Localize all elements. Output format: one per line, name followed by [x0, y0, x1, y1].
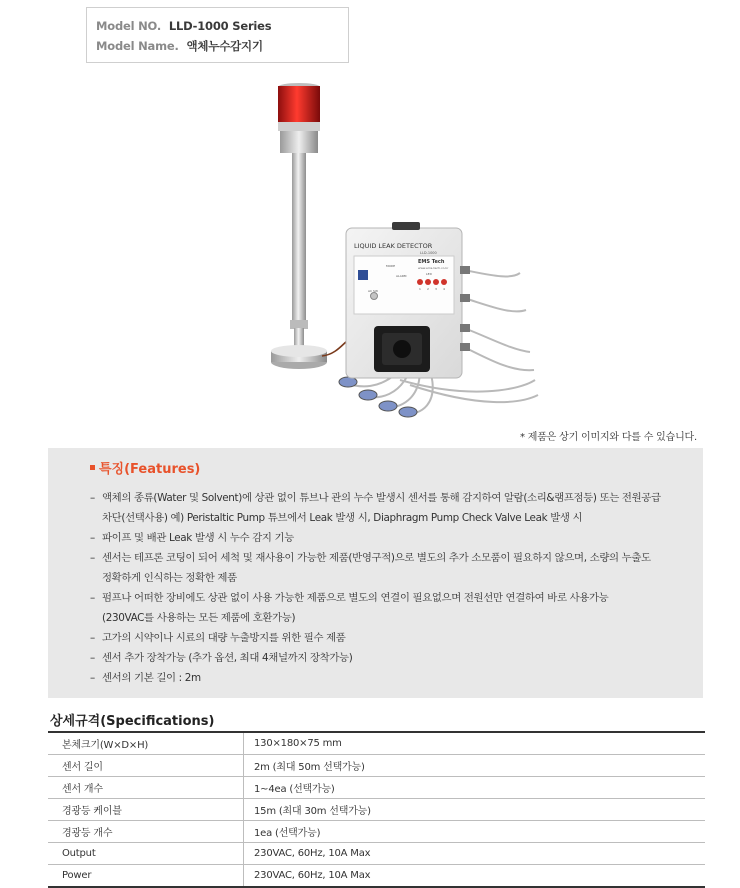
device-model: LLD-1000: [420, 251, 437, 255]
list-item: – 액체의 종류(Water 및 Solvent)에 상관 없이 튜브나 관의 누수 발생시 센서를 통해 감지하여 알람(소리&램프점등) 또는 전원공급 차단(선택사용) 예) Peristaltic Pump 튜브에서 Leak 발생 시, Diaphragm Pump Check Valve Leak 발생 시: [90, 492, 661, 524]
table-row: 센서 개수 1~4ea (선택가능): [48, 777, 705, 799]
features-title-text: 특징(Features): [99, 462, 201, 477]
table-row: Power 230VAC, 60Hz, 10A Max: [48, 865, 705, 888]
alarm-label: ALARM: [396, 274, 407, 278]
mode-label: MODE: [386, 264, 396, 268]
product-image: [250, 70, 540, 420]
ac-switch: [371, 293, 378, 300]
mode-switch: [358, 270, 368, 280]
model-number-label: Model NO.: [96, 19, 162, 33]
bullet-square-icon: [90, 465, 95, 470]
feature-list: [90, 488, 690, 688]
model-name-value: 액체누수감지기: [186, 39, 263, 53]
table-row: 본체크기(W×D×H) 130×180×75 mm: [48, 732, 705, 755]
channel-label: 4: [443, 287, 445, 291]
table-row: 경광등 케이블 15m (최대 30m 선택가능): [48, 799, 705, 821]
ac-sw-label: AC SW: [368, 289, 378, 293]
list-item: – 펌프나 어떠한 장비에도 상관 없이 사용 가능한 제품으로 별도의 연결이 필요없으며 전원선만 연결하여 바로 사용가능 (230VAC를 사용하는 모든 제품에 호환가능): [90, 592, 609, 624]
features-section: [48, 448, 703, 698]
model-number-row: [96, 19, 271, 33]
channel-label: 3: [435, 287, 437, 291]
table-row: 경광등 개수 1ea (선택가능): [48, 821, 705, 843]
specs-title: 상세규격(Specifications): [50, 714, 215, 729]
channel-label: 2: [427, 287, 429, 291]
product-illustration: [250, 70, 540, 420]
table-row: 센서 길이 2m (최대 50m 선택가능): [48, 755, 705, 777]
features-title: [90, 458, 200, 477]
model-info-box: [86, 7, 349, 63]
image-disclaimer: * 제품은 상기 이미지와 다를 수 있습니다.: [519, 432, 697, 443]
list-item: – 센서의 기본 길이 : 2m: [90, 672, 201, 684]
led-label: LED: [426, 272, 432, 276]
model-number-value: LLD-1000 Series: [168, 19, 272, 33]
model-name-row: [96, 38, 263, 54]
model-name-label: Model Name.: [96, 39, 179, 53]
list-item: – 센서는 테프론 코팅이 되어 세척 및 재사용이 가능한 제품(반영구적)으로 별도의 추가 소모품이 필요하지 않으며, 소량의 누출도 정확하게 인식하는 정확한 제품: [90, 552, 651, 584]
table-row: Output 230VAC, 60Hz, 10A Max: [48, 843, 705, 865]
list-item: – 고가의 시약이나 시료의 대량 누출방지를 위한 필수 제품: [90, 632, 346, 644]
website-label: www.ems-tech.co.kr: [418, 266, 449, 270]
device-title: LIQUID LEAK DETECTOR: [354, 242, 433, 250]
specs-table: [48, 731, 705, 888]
brand-label: EMS Tech: [418, 259, 445, 265]
list-item: – 센서 추가 장착가능 (추가 옵션, 최대 4채널까지 장착가능): [90, 652, 353, 664]
channel-label: 1: [419, 287, 421, 291]
list-item: – 파이프 및 배관 Leak 발생 시 누수 감지 기능: [90, 532, 294, 544]
